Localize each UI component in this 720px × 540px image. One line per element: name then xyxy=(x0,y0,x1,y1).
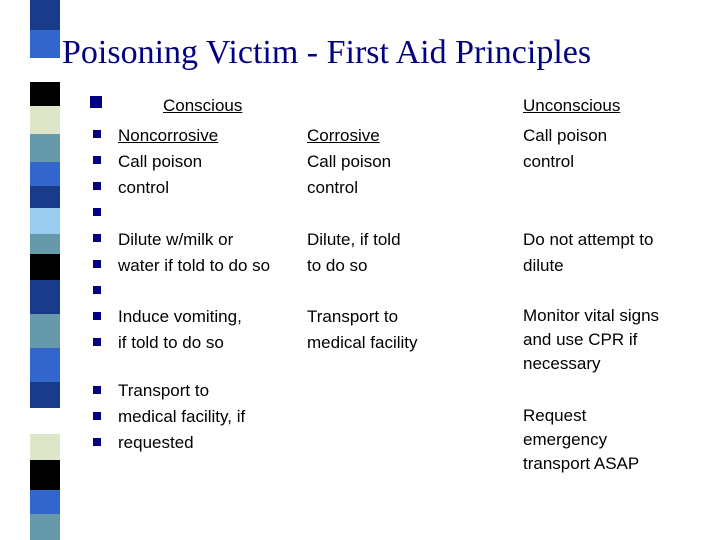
conscious-header: Conscious xyxy=(163,96,243,115)
bullet-icon xyxy=(93,312,101,320)
row3-middle: Transport to medical facility xyxy=(307,307,418,352)
slide-title: Poisoning Victim - First Aid Principles xyxy=(62,34,592,71)
bullet-icon xyxy=(93,208,101,216)
bullet-icon xyxy=(93,412,101,420)
row4-left: Transport to medical facility, if requested xyxy=(118,381,246,452)
bullet-icon xyxy=(93,260,101,268)
bullet-icon xyxy=(93,234,101,242)
bullet-icon xyxy=(93,286,101,294)
row4-right: Request emergency transport ASAP xyxy=(523,406,640,473)
bullet-icon xyxy=(93,338,101,346)
bullet-icon xyxy=(93,182,101,190)
row2-right: Do not attempt to dilute xyxy=(523,230,654,275)
bullet-icon xyxy=(90,96,102,108)
row2-left: Dilute w/milk or water if told to do so xyxy=(118,230,271,275)
row2-middle: Dilute, if told to do so xyxy=(307,230,401,275)
row3-right: Monitor vital signs and use CPR if necessary xyxy=(523,306,660,373)
row1-left: Noncorrosive Call poison control xyxy=(118,126,219,197)
bullet-icon xyxy=(93,386,101,394)
row1-middle: Corrosive Call poison control xyxy=(307,126,392,197)
bullet-icon xyxy=(93,438,101,446)
row3-left: Induce vomiting, if told to do so xyxy=(118,307,242,352)
decorative-stripe xyxy=(0,0,58,540)
row1-right: Call poison control xyxy=(523,126,608,171)
bullet-icon xyxy=(93,130,101,138)
unconscious-header: Unconscious xyxy=(523,96,621,115)
bullet-icon xyxy=(93,156,101,164)
